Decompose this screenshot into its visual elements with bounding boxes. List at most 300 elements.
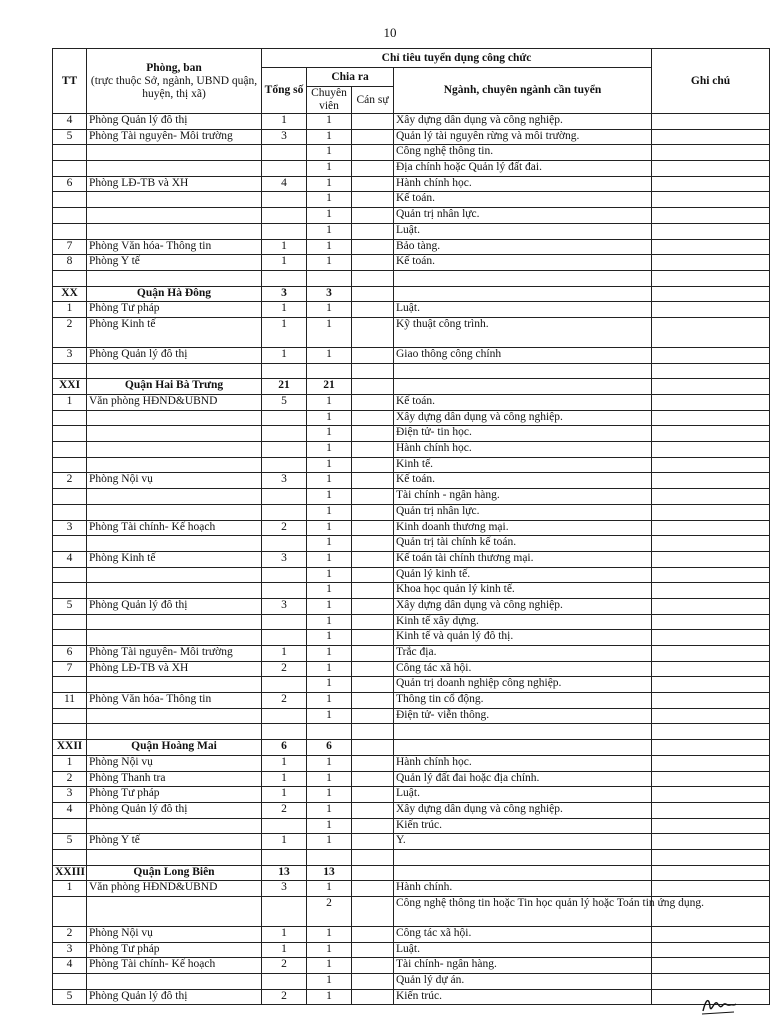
cell-tt xyxy=(53,504,87,520)
cell-note xyxy=(652,208,770,224)
cell-chuyen-vien: 1 xyxy=(307,942,352,958)
cell-total xyxy=(262,677,307,693)
cell-unit xyxy=(87,457,262,473)
cell-note xyxy=(652,161,770,177)
cell-unit: Văn phòng HĐND&UBND xyxy=(87,881,262,897)
cell-tt xyxy=(53,161,87,177)
cell-unit xyxy=(87,208,262,224)
cell-major: Quản lý kinh tế. xyxy=(394,567,652,583)
cell-unit xyxy=(87,504,262,520)
table-row xyxy=(53,834,770,850)
cell-can-su xyxy=(352,286,394,302)
cell-chuyen-vien: 1 xyxy=(307,958,352,974)
table-row xyxy=(53,489,770,505)
cell-tt: 3 xyxy=(53,942,87,958)
cell-major: Quản trị doanh nghiệp công nghiệp. xyxy=(394,677,652,693)
table-row xyxy=(53,426,770,442)
cell-total xyxy=(262,270,307,286)
cell-tt: 1 xyxy=(53,881,87,897)
cell-note xyxy=(652,114,770,130)
cell-unit: Phòng Tư pháp xyxy=(87,787,262,803)
cell-note xyxy=(652,379,770,395)
table-row xyxy=(53,347,770,363)
cell-major xyxy=(394,740,652,756)
cell-total xyxy=(262,363,307,379)
cell-can-su xyxy=(352,567,394,583)
cell-total: 3 xyxy=(262,129,307,145)
cell-tt xyxy=(53,145,87,161)
cell-tt xyxy=(53,897,87,927)
cell-total: 1 xyxy=(262,942,307,958)
cell-tt xyxy=(53,363,87,379)
cell-chuyen-vien: 13 xyxy=(307,865,352,881)
cell-chuyen-vien xyxy=(307,270,352,286)
table-row xyxy=(53,661,770,677)
cell-can-su xyxy=(352,942,394,958)
table-row xyxy=(53,270,770,286)
cell-tt xyxy=(53,818,87,834)
cell-major: Kinh tế và quản lý đô thị. xyxy=(394,630,652,646)
cell-total: 2 xyxy=(262,520,307,536)
cell-total xyxy=(262,536,307,552)
cell-total xyxy=(262,489,307,505)
cell-unit xyxy=(87,536,262,552)
cell-can-su xyxy=(352,958,394,974)
cell-can-su xyxy=(352,504,394,520)
cell-can-su xyxy=(352,302,394,318)
cell-total: 1 xyxy=(262,255,307,271)
cell-note xyxy=(652,677,770,693)
cell-chuyen-vien: 1 xyxy=(307,614,352,630)
cell-note xyxy=(652,849,770,865)
cell-chuyen-vien: 1 xyxy=(307,176,352,192)
cell-unit: Quận Hà Đông xyxy=(87,286,262,302)
cell-note xyxy=(652,551,770,567)
cell-major: Kế toán. xyxy=(394,192,652,208)
cell-can-su xyxy=(352,927,394,943)
cell-total: 1 xyxy=(262,927,307,943)
table-row xyxy=(53,520,770,536)
cell-unit: Phòng Tư pháp xyxy=(87,302,262,318)
cell-can-su xyxy=(352,818,394,834)
cell-major: Quản trị nhân lực. xyxy=(394,504,652,520)
cell-note xyxy=(652,583,770,599)
cell-tt xyxy=(53,677,87,693)
cell-tt: 7 xyxy=(53,239,87,255)
cell-chuyen-vien: 1 xyxy=(307,504,352,520)
table-row xyxy=(53,630,770,646)
cell-unit xyxy=(87,410,262,426)
cell-chuyen-vien: 1 xyxy=(307,192,352,208)
cell-chuyen-vien: 1 xyxy=(307,802,352,818)
cell-note xyxy=(652,520,770,536)
cell-chuyen-vien xyxy=(307,363,352,379)
cell-tt: 3 xyxy=(53,520,87,536)
cell-can-su xyxy=(352,473,394,489)
cell-can-su xyxy=(352,208,394,224)
cell-note xyxy=(652,317,770,347)
table-row xyxy=(53,927,770,943)
table-row xyxy=(53,802,770,818)
cell-total xyxy=(262,457,307,473)
cell-can-su xyxy=(352,989,394,1005)
cell-major: Luật. xyxy=(394,223,652,239)
cell-can-su xyxy=(352,787,394,803)
table-row xyxy=(53,974,770,990)
cell-chuyen-vien: 1 xyxy=(307,520,352,536)
cell-major: Quản trị tài chính kế toán. xyxy=(394,536,652,552)
cell-can-su xyxy=(352,442,394,458)
cell-unit xyxy=(87,630,262,646)
cell-total: 1 xyxy=(262,347,307,363)
cell-tt xyxy=(53,270,87,286)
table-row xyxy=(53,208,770,224)
cell-unit: Quận Hoàng Mai xyxy=(87,740,262,756)
cell-can-su xyxy=(352,551,394,567)
cell-unit xyxy=(87,192,262,208)
cell-unit: Phòng Nội vụ xyxy=(87,755,262,771)
cell-tt xyxy=(53,192,87,208)
cell-note xyxy=(652,489,770,505)
cell-total: 5 xyxy=(262,395,307,411)
cell-total: 1 xyxy=(262,302,307,318)
cell-major: Địa chính hoặc Quản lý đất đai. xyxy=(394,161,652,177)
cell-major: Luật. xyxy=(394,787,652,803)
cell-major xyxy=(394,849,652,865)
cell-unit: Phòng Quản lý đô thị xyxy=(87,347,262,363)
cell-tt: 1 xyxy=(53,302,87,318)
cell-note xyxy=(652,724,770,740)
cell-chuyen-vien: 1 xyxy=(307,771,352,787)
table-row xyxy=(53,881,770,897)
cell-note xyxy=(652,598,770,614)
cell-tt xyxy=(53,223,87,239)
cell-can-su xyxy=(352,363,394,379)
table-row xyxy=(53,114,770,130)
cell-chuyen-vien: 1 xyxy=(307,551,352,567)
cell-chuyen-vien: 1 xyxy=(307,536,352,552)
cell-can-su xyxy=(352,897,394,927)
cell-note xyxy=(652,395,770,411)
cell-unit: Phòng Y tế xyxy=(87,255,262,271)
table-row xyxy=(53,755,770,771)
cell-chuyen-vien: 1 xyxy=(307,567,352,583)
cell-unit xyxy=(87,442,262,458)
cell-total: 2 xyxy=(262,989,307,1005)
cell-chuyen-vien: 1 xyxy=(307,347,352,363)
cell-unit: Phòng Kinh tế xyxy=(87,551,262,567)
table-row xyxy=(53,395,770,411)
table-row xyxy=(53,693,770,709)
cell-chuyen-vien: 1 xyxy=(307,223,352,239)
table-row xyxy=(53,787,770,803)
cell-chuyen-vien: 1 xyxy=(307,473,352,489)
cell-tt: 6 xyxy=(53,176,87,192)
cell-note xyxy=(652,473,770,489)
cell-total: 2 xyxy=(262,802,307,818)
table-row xyxy=(53,942,770,958)
cell-unit: Phòng Thanh tra xyxy=(87,771,262,787)
table-row xyxy=(53,442,770,458)
cell-can-su xyxy=(352,865,394,881)
cell-chuyen-vien: 1 xyxy=(307,989,352,1005)
cell-unit: Quận Long Biên xyxy=(87,865,262,881)
table-row xyxy=(53,410,770,426)
cell-tt xyxy=(53,426,87,442)
cell-major: Kế toán. xyxy=(394,473,652,489)
cell-tt: 2 xyxy=(53,317,87,347)
cell-can-su xyxy=(352,270,394,286)
cell-chuyen-vien: 1 xyxy=(307,129,352,145)
cell-major: Điện tử- tin học. xyxy=(394,426,652,442)
cell-chuyen-vien: 1 xyxy=(307,646,352,662)
table-row xyxy=(53,614,770,630)
header-tong-so: Tổng số xyxy=(262,68,307,114)
table-row xyxy=(53,129,770,145)
cell-chuyen-vien: 1 xyxy=(307,787,352,803)
cell-total xyxy=(262,614,307,630)
cell-total xyxy=(262,583,307,599)
cell-total xyxy=(262,567,307,583)
table-row xyxy=(53,302,770,318)
table-row xyxy=(53,176,770,192)
cell-tt: XXII xyxy=(53,740,87,756)
table-row xyxy=(53,551,770,567)
cell-unit xyxy=(87,161,262,177)
cell-total: 1 xyxy=(262,787,307,803)
cell-unit: Quận Hai Bà Trưng xyxy=(87,379,262,395)
cell-major: Công tác xã hội. xyxy=(394,927,652,943)
cell-tt: 1 xyxy=(53,755,87,771)
header-chi-tieu: Chỉ tiêu tuyển dụng công chức xyxy=(262,49,652,68)
cell-can-su xyxy=(352,974,394,990)
cell-unit xyxy=(87,567,262,583)
cell-major: Xây dựng dân dụng và công nghiệp. xyxy=(394,410,652,426)
cell-total: 4 xyxy=(262,176,307,192)
cell-tt xyxy=(53,410,87,426)
cell-major: Kế toán tài chính thương mại. xyxy=(394,551,652,567)
cell-total xyxy=(262,818,307,834)
header-ghi-chu: Ghi chú xyxy=(652,49,770,114)
table-row xyxy=(53,457,770,473)
cell-tt xyxy=(53,724,87,740)
cell-major xyxy=(394,379,652,395)
cell-total: 13 xyxy=(262,865,307,881)
cell-note xyxy=(652,363,770,379)
cell-can-su xyxy=(352,834,394,850)
signature-initials xyxy=(700,993,738,1017)
cell-note xyxy=(652,442,770,458)
cell-chuyen-vien: 1 xyxy=(307,598,352,614)
header-phong-ban: Phòng, ban (trực thuộc Sở, ngành, UBND quận, huyện, thị xã) xyxy=(87,49,262,114)
cell-major: Y. xyxy=(394,834,652,850)
cell-major: Trắc địa. xyxy=(394,646,652,662)
cell-note xyxy=(652,614,770,630)
recruitment-table xyxy=(52,48,770,1005)
cell-major: Luật. xyxy=(394,302,652,318)
cell-total: 1 xyxy=(262,755,307,771)
table-row xyxy=(53,677,770,693)
cell-tt: 5 xyxy=(53,598,87,614)
cell-unit xyxy=(87,583,262,599)
cell-major: Xây dựng dân dụng và công nghiệp. xyxy=(394,598,652,614)
cell-chuyen-vien: 6 xyxy=(307,740,352,756)
cell-tt xyxy=(53,849,87,865)
cell-major: Kế toán. xyxy=(394,395,652,411)
cell-tt: 1 xyxy=(53,395,87,411)
cell-chuyen-vien: 1 xyxy=(307,426,352,442)
table-row xyxy=(53,239,770,255)
cell-note xyxy=(652,958,770,974)
cell-note xyxy=(652,708,770,724)
cell-total: 1 xyxy=(262,646,307,662)
cell-note xyxy=(652,129,770,145)
table-row xyxy=(53,567,770,583)
cell-major: Kế toán. xyxy=(394,255,652,271)
table-row xyxy=(53,504,770,520)
table-row xyxy=(53,363,770,379)
cell-tt xyxy=(53,208,87,224)
cell-note xyxy=(652,536,770,552)
cell-unit xyxy=(87,897,262,927)
cell-major: Khoa học quản lý kinh tế. xyxy=(394,583,652,599)
table-row xyxy=(53,708,770,724)
cell-can-su xyxy=(352,347,394,363)
cell-total: 1 xyxy=(262,239,307,255)
cell-note xyxy=(652,693,770,709)
cell-total xyxy=(262,223,307,239)
cell-note xyxy=(652,286,770,302)
cell-can-su xyxy=(352,536,394,552)
cell-major: Xây dựng dân dụng và công nghiệp. xyxy=(394,802,652,818)
table-row xyxy=(53,897,770,927)
cell-total xyxy=(262,192,307,208)
header-chia-ra: Chia ra xyxy=(307,68,394,87)
cell-total: 3 xyxy=(262,551,307,567)
cell-unit: Phòng Kinh tế xyxy=(87,317,262,347)
cell-chuyen-vien: 1 xyxy=(307,239,352,255)
table-row xyxy=(53,646,770,662)
cell-can-su xyxy=(352,520,394,536)
cell-chuyen-vien: 1 xyxy=(307,161,352,177)
cell-note xyxy=(652,802,770,818)
cell-can-su xyxy=(352,583,394,599)
cell-tt xyxy=(53,457,87,473)
cell-can-su xyxy=(352,598,394,614)
cell-tt: 4 xyxy=(53,114,87,130)
cell-can-su xyxy=(352,724,394,740)
cell-tt: 3 xyxy=(53,787,87,803)
cell-unit: Phòng Quản lý đô thị xyxy=(87,989,262,1005)
cell-can-su xyxy=(352,379,394,395)
cell-can-su xyxy=(352,708,394,724)
cell-can-su xyxy=(352,489,394,505)
cell-unit xyxy=(87,363,262,379)
cell-chuyen-vien xyxy=(307,849,352,865)
cell-tt: 5 xyxy=(53,989,87,1005)
cell-unit: Phòng Quản lý đô thị xyxy=(87,598,262,614)
cell-total: 1 xyxy=(262,317,307,347)
cell-tt xyxy=(53,614,87,630)
cell-note xyxy=(652,771,770,787)
cell-unit: Phòng Tài nguyên- Môi trường xyxy=(87,646,262,662)
cell-note xyxy=(652,426,770,442)
cell-can-su xyxy=(352,740,394,756)
cell-chuyen-vien: 1 xyxy=(307,583,352,599)
group-row xyxy=(53,379,770,395)
cell-can-su xyxy=(352,646,394,662)
cell-tt xyxy=(53,974,87,990)
cell-major: Kinh tế. xyxy=(394,457,652,473)
cell-note xyxy=(652,740,770,756)
cell-can-su xyxy=(352,129,394,145)
cell-tt: 11 xyxy=(53,693,87,709)
table-body xyxy=(53,114,770,1005)
group-row xyxy=(53,286,770,302)
cell-total: 2 xyxy=(262,661,307,677)
cell-can-su xyxy=(352,802,394,818)
cell-chuyen-vien: 1 xyxy=(307,255,352,271)
cell-unit: Phòng LĐ-TB và XH xyxy=(87,661,262,677)
cell-can-su xyxy=(352,317,394,347)
group-row xyxy=(53,740,770,756)
cell-can-su xyxy=(352,661,394,677)
cell-tt: 7 xyxy=(53,661,87,677)
cell-can-su xyxy=(352,426,394,442)
cell-note xyxy=(652,504,770,520)
table-row xyxy=(53,771,770,787)
cell-tt: XXIII xyxy=(53,865,87,881)
cell-total xyxy=(262,161,307,177)
cell-chuyen-vien: 1 xyxy=(307,145,352,161)
cell-unit xyxy=(87,614,262,630)
table-row xyxy=(53,598,770,614)
cell-can-su xyxy=(352,255,394,271)
cell-chuyen-vien: 1 xyxy=(307,395,352,411)
cell-major xyxy=(394,286,652,302)
cell-total: 2 xyxy=(262,958,307,974)
table-row xyxy=(53,536,770,552)
cell-unit: Phòng Văn hóa- Thông tin xyxy=(87,239,262,255)
cell-major xyxy=(394,865,652,881)
cell-major: Thông tin cổ động. xyxy=(394,693,652,709)
cell-note xyxy=(652,787,770,803)
cell-major: Hành chính học. xyxy=(394,755,652,771)
cell-total: 3 xyxy=(262,598,307,614)
cell-total: 2 xyxy=(262,693,307,709)
cell-unit xyxy=(87,818,262,834)
cell-tt: XX xyxy=(53,286,87,302)
cell-tt xyxy=(53,567,87,583)
cell-major: Hành chính học. xyxy=(394,176,652,192)
cell-total xyxy=(262,145,307,161)
cell-note xyxy=(652,630,770,646)
cell-tt: 2 xyxy=(53,927,87,943)
cell-unit xyxy=(87,426,262,442)
cell-chuyen-vien: 21 xyxy=(307,379,352,395)
cell-total: 3 xyxy=(262,286,307,302)
cell-chuyen-vien: 1 xyxy=(307,410,352,426)
table-row xyxy=(53,223,770,239)
cell-tt: 5 xyxy=(53,129,87,145)
table-row xyxy=(53,145,770,161)
cell-note xyxy=(652,942,770,958)
cell-can-su xyxy=(352,614,394,630)
cell-total xyxy=(262,630,307,646)
cell-unit xyxy=(87,145,262,161)
cell-chuyen-vien: 1 xyxy=(307,661,352,677)
cell-can-su xyxy=(352,881,394,897)
